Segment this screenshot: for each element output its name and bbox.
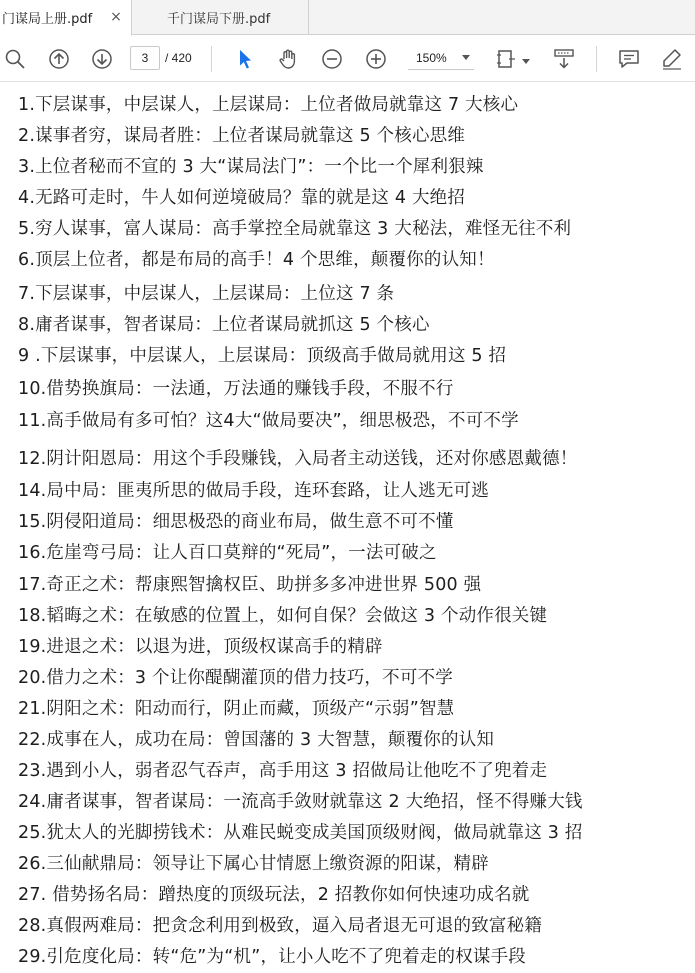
chevron-down-icon[interactable] [522,59,530,64]
list-item: 19.进退之术：以退为进，顶级权谋高手的精辟 [18,637,383,657]
page-up-icon[interactable] [47,47,71,71]
zoom-out-icon[interactable] [320,47,344,71]
list-item: 6.顶层上位者，都是布局的高手！4 个思维，颠覆你的认知！ [18,250,495,270]
comment-icon[interactable] [617,47,641,71]
list-item: 9 .下层谋事，中层谋人，上层谋局：顶级高手做局就用这 5 招 [18,346,507,366]
highlight-icon[interactable] [660,47,684,71]
scroll-mode-icon[interactable] [552,47,576,71]
page-total: / 420 [165,51,192,65]
tab-bar [0,0,695,35]
tab-label: 千门谋局下册.pdf [167,12,271,27]
hand-icon[interactable] [276,47,300,71]
list-item: 15.阴侵阳道局：细思极恐的商业布局，做生意不可不懂 [18,512,454,532]
page-number-input[interactable]: 3 [130,46,160,70]
list-item: 14.局中局：匪夷所思的做局手段，连环套路，让人逃无可逃 [18,481,489,501]
list-item: 29.引危度化局：转“危”为“机”，让小人吃不了兜着走的权谋手段 [18,947,526,967]
list-item: 22.成事在人，成功在局：曾国藩的 3 大智慧，颠覆你的认知 [18,730,495,750]
list-item: 23.遇到小人，弱者忍气吞声，高手用这 3 招做局让他吃不了兜着走 [18,761,548,781]
document-page [0,83,695,973]
list-item: 24.庸者谋事，智者谋局：一流高手敛财就靠这 2 大绝招，怪不得赚大钱 [18,792,583,812]
list-item: 21.阴阳之术：阳动而行，阴止而藏，顶级产“示弱”智慧 [18,699,455,719]
toolbar [0,36,695,82]
chevron-down-icon [462,55,470,60]
list-item: 10.借势换旗局：一法通，万法通的赚钱手段，不服不行 [18,379,454,399]
list-item: 25.犹太人的光脚捞钱术：从难民蜕变成美国顶级财阀，做局就靠这 3 招 [18,823,583,843]
list-item: 12.阴计阳恩局：用这个手段赚钱，入局者主动送钱，还对你感恩戴德！ [18,449,578,469]
list-item: 5.穷人谋事，富人谋局：高手掌控全局就靠这 3 大秘法，难怪无往不利 [18,219,572,239]
list-item: 1.下层谋事，中层谋人，上层谋局：上位者做局就靠这 7 大核心 [18,95,519,115]
toolbar-divider [596,46,597,72]
zoom-tool-icon[interactable] [3,47,27,71]
list-item: 27. 借势扬名局：蹭热度的顶级玩法，2 招教你如何快速功成名就 [18,885,530,905]
page-down-icon[interactable] [90,47,114,71]
tab-label: 门谋局上册.pdf [2,12,93,27]
list-item: 20.借力之术：3 个让你醍醐灌顶的借力技巧，不可不学 [18,668,453,688]
list-item: 28.真假两难局：把贪念利用到极致，逼入局者退无可退的致富秘籍 [18,916,543,936]
list-item: 8.庸者谋事，智者谋局：上位者谋局就抓这 5 个核心 [18,315,430,335]
list-item: 4.无路可走时，牛人如何逆境破局？靠的就是这 4 大绝招 [18,188,466,208]
close-icon[interactable]: × [110,9,122,25]
select-arrow-icon[interactable] [233,47,257,71]
list-item: 11.高手做局有多可怕？这4大“做局要决”，细思极恐，不可不学 [18,411,519,431]
list-item: 7.下层谋事，中层谋人，上层谋局：上位这 7 条 [18,284,395,304]
zoom-select[interactable] [408,46,474,70]
list-item: 26.三仙献鼎局：领导让下属心甘情愿上缴资源的阳谋，精辟 [18,854,489,874]
list-item: 17.奇正之术：帮康熙智擒权臣、助拼多多冲进世界 500 强 [18,575,482,595]
fit-page-icon[interactable] [494,47,518,71]
tab-document-1[interactable] [0,0,132,36]
zoom-value: 150% [416,51,447,65]
list-item: 3.上位者秘而不宣的 3 大“谋局法门”：一个比一个犀利狠辣 [18,157,484,177]
list-item: 16.危崖弯弓局：让人百口莫辩的“死局”，一法可破之 [18,543,437,563]
zoom-in-icon[interactable] [364,47,388,71]
list-item: 2.谋事者穷，谋局者胜：上位者谋局就靠这 5 个核心思维 [18,126,466,146]
toolbar-divider [211,46,212,72]
tab-document-2[interactable] [133,0,309,35]
list-item: 18.韬晦之术：在敏感的位置上，如何自保？会做这 3 个动作很关键 [18,606,548,626]
